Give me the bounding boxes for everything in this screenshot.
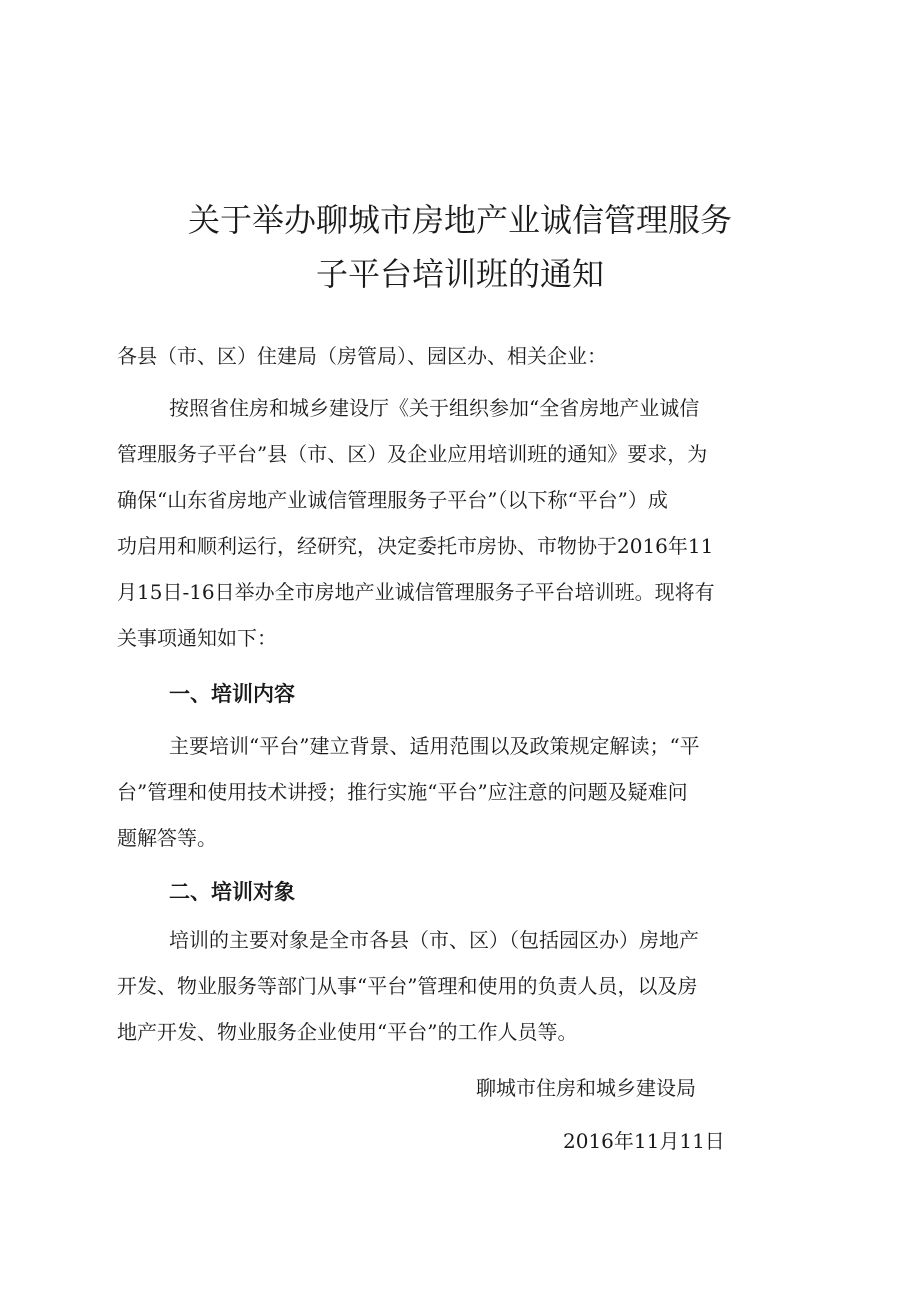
document-title-line-2: 子平台培训班的通知 (315, 255, 604, 293)
salutation: 各县（市、区）住建局（房管局）、园区办、相关企业： (117, 344, 607, 368)
section-line: 地产开发、物业服务企业使用“平台”的工作人员等。 (117, 1020, 578, 1044)
intro-line: 月15日-16日举办全市房地产业诚信管理服务子平台培训班。现将有 (117, 580, 715, 604)
section-line: 题解答等。 (117, 826, 217, 850)
intro-line: 关事项通知如下： (117, 626, 277, 650)
intro-line: 确保“山东省房地产业诚信管理服务子平台”（以下称“平台”）成 (117, 488, 668, 512)
document-body (117, 340, 807, 1044)
section-line: 台”管理和使用技术讲授；推行实施“平台”应注意的问题及疑难问 (117, 780, 688, 804)
section-line: 开发、物业服务等部门从事“平台”管理和使用的负责人员，以及房 (117, 974, 698, 998)
section-heading: 一、培训内容 (169, 682, 295, 706)
section-heading: 二、培训对象 (169, 880, 295, 904)
intro-line: 管理服务子平台”县（市、区）及企业应用培训班的通知》要求，为 (117, 442, 708, 466)
intro-line: 按照省住房和城乡建设厅《关于组织参加“全省房地产业诚信 (169, 396, 700, 420)
section-line: 培训的主要对象是全市各县（市、区）（包括园区办）房地产 (169, 928, 699, 952)
document-title-line-1: 关于举办聊城市房地产业诚信管理服务 (187, 201, 732, 239)
intro-line: 功启用和顺利运行，经研究，决定委托市房协、市物协于2016年11 (117, 534, 714, 558)
section-line: 主要培训“平台”建立背景、适用范围以及政策规定解读；“平 (169, 734, 700, 758)
signature-organization: 聊城市住房和城乡建设局 (476, 1076, 696, 1100)
signature-date: 2016年11月11日 (563, 1129, 725, 1153)
